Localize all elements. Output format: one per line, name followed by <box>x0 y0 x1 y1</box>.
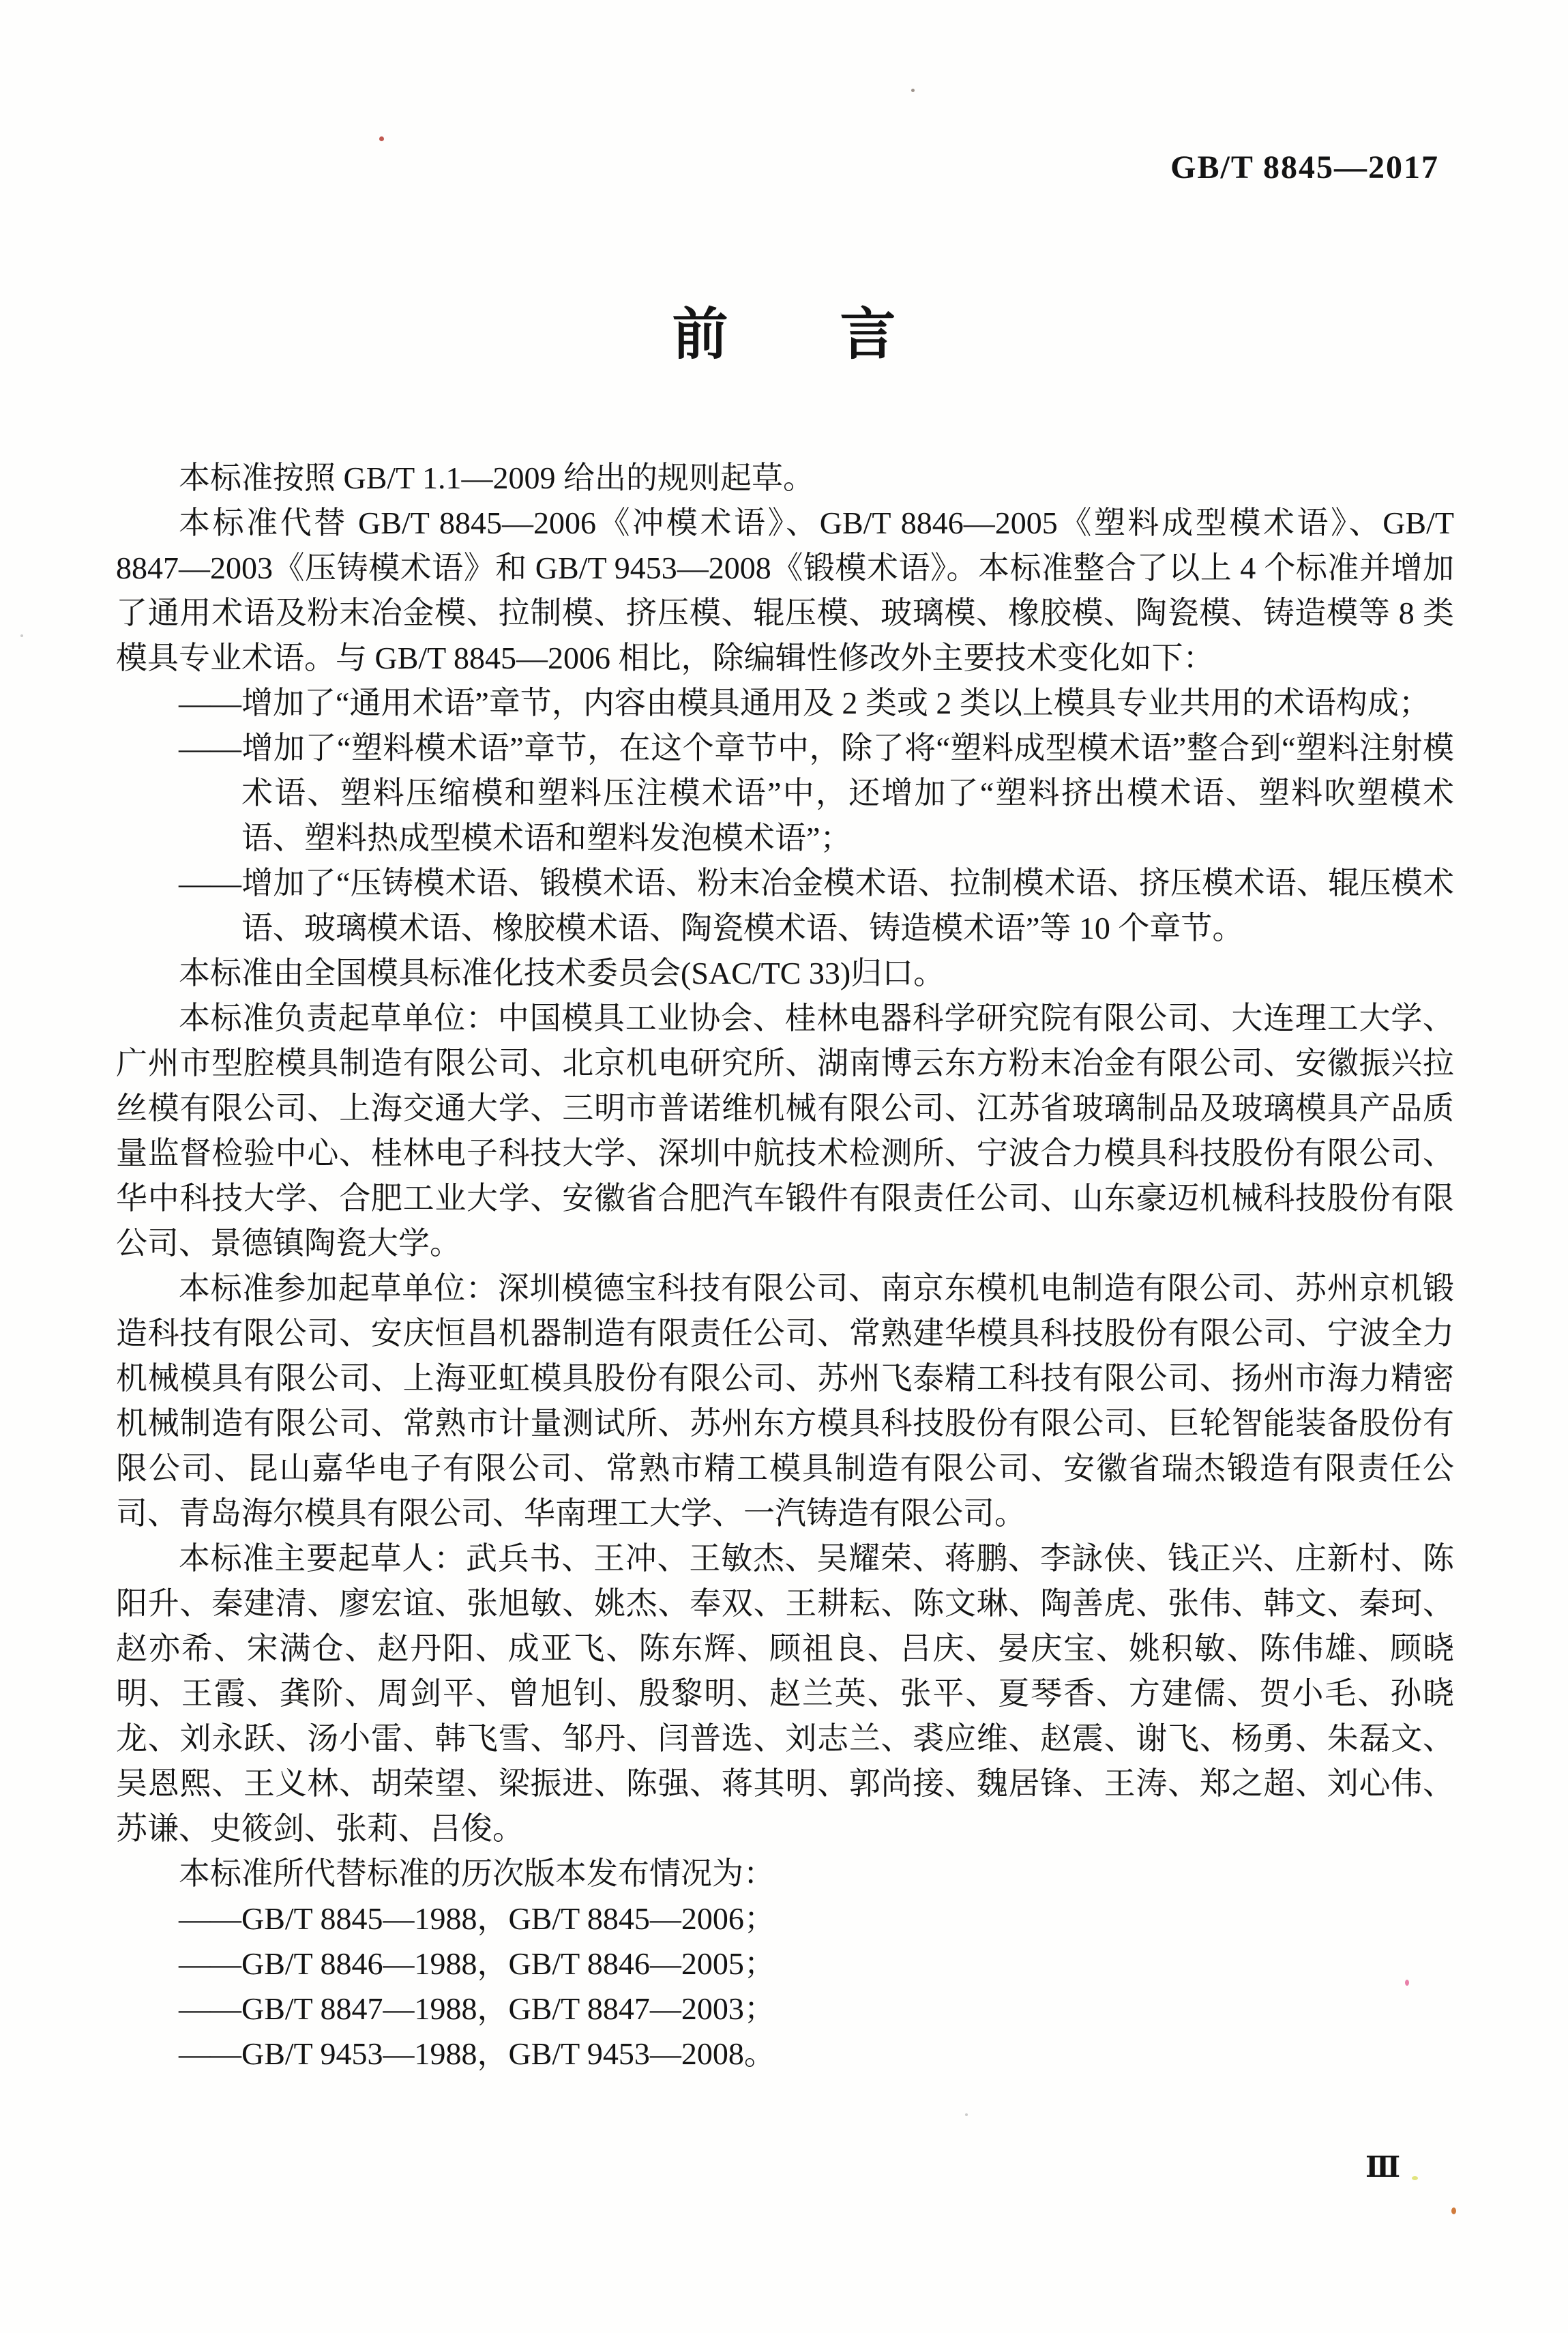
paragraph-participating-units: 本标准参加起草单位：深圳模德宝科技有限公司、南京东模机电制造有限公司、苏州京机锻造科技有限公司、安庆恒昌机器制造有限责任公司、常熟建华模具科技股份有限公司、宁波全力机械模具有限公司、上海亚虹模具股份有限公司、苏州飞泰精工科技有限公司、扬州市海力精密机械制造有限公司、常熟市计量测试所、苏州东方模具科技股份有限公司、巨轮智能装备股份有限公司、昆山嘉华电子有限公司、常熟市精工模具制造有限公司、安徽省瑞杰锻造有限责任公司、青岛海尔模具有限公司、华南理工大学、一汽铸造有限公司。 <box>116 1271 1454 1531</box>
paragraph-centralized-by: 本标准由全国模具标准化技术委员会(SAC/TC 33)归口。 <box>179 956 945 991</box>
history-item: ——GB/T 8846—1988，GB/T 8846—2005； <box>179 1946 775 1981</box>
paragraph-responsible-units: 本标准负责起草单位：中国模具工业协会、桂林电器科学研究院有限公司、大连理工大学、广州市型腔模具制造有限公司、北京机电研究所、湖南博云东方粉末冶金有限公司、安徽振兴拉丝模有限公司、上海交通大学、三明市普诺维机械有限公司、江苏省玻璃制品及玻璃模具产品质量监督检验中心、桂林电子科技大学、深圳中航技术检测所、宁波合力模具科技股份有限公司、华中科技大学、合肥工业大学、安徽省合肥汽车锻件有限责任公司、山东豪迈机械科技股份有限公司、景德镇陶瓷大学。 <box>116 1001 1454 1261</box>
change-item: ——增加了“塑料模术语”章节，在这个章节中，除了将“塑料成型模术语”整合到“塑料注射模术语、塑料压缩模和塑料压注模术语”中，还增加了“塑料挤出模术语、塑料吹塑模术语、塑料热成型模术语和塑料发泡模术语”； <box>179 731 1454 855</box>
scan-speck <box>1451 2207 1456 2214</box>
paragraph-drafting-basis: 本标准按照 GB/T 1.1—2009 给出的规则起草。 <box>179 460 814 495</box>
history-item: ——GB/T 9453—1988，GB/T 9453—2008。 <box>179 2036 775 2071</box>
page-title: 前 言 <box>672 304 896 366</box>
scan-speck <box>1405 1980 1409 1986</box>
scan-speck <box>965 2113 968 2116</box>
paragraph-drafters: 本标准主要起草人：武兵书、王冲、王敏杰、吴耀荣、蒋鹏、李詠侠、钱正兴、庄新村、陈阳升、秦建清、廖宏谊、张旭敏、姚杰、奉双、王耕耘、陈文琳、陶善虎、张伟、韩文、秦珂、赵亦希、宋满仓、赵丹阳、成亚飞、陈东辉、顾祖良、吕庆、晏庆宝、姚积敏、陈伟雄、顾晓明、王霞、龚阶、周剑平、曾旭钊、殷黎明、赵兰英、张平、夏琴香、方建儒、贺小毛、孙晓龙、刘永跃、汤小雷、韩飞雪、邹丹、闫普选、刘志兰、裘应维、赵震、谢飞、杨勇、朱磊文、吴恩熙、王义林、胡荣望、梁振进、陈强、蒋其明、郭尚接、魏居锋、王涛、郑之超、刘心伟、苏谦、史筱剑、张莉、吕俊。 <box>116 1541 1454 1846</box>
paragraph-replacement: 本标准代替 GB/T 8845—2006《冲模术语》、GB/T 8846—2005《塑料成型模术语》、GB/T 8847—2003《压铸模术语》和 GB/T 9453—2008《锻模术语》。本标准整合了以上 4 个标准并增加了通用术语及粉末冶金模、拉制模、挤压模、辊压模、玻璃模、橡胶模、陶瓷模、铸造模等 8 类模具专业术语。与 GB/T 8845—2006 相比，除编辑性修改外主要技术变化如下： <box>116 505 1454 675</box>
scan-speck <box>1412 2176 1418 2180</box>
scan-speck <box>379 136 384 141</box>
history-item: ——GB/T 8847—1988，GB/T 8847—2003； <box>179 1991 775 2026</box>
scan-speck <box>20 634 23 637</box>
change-item: ——增加了“通用术语”章节，内容由模具通用及 2 类或 2 类以上模具专业共用的术语构成； <box>179 686 1430 720</box>
history-item: ——GB/T 8845—1988，GB/T 8845—2006； <box>179 1901 775 1936</box>
page-number: Ⅲ <box>1365 2152 1401 2184</box>
foreword-body <box>116 456 1454 2077</box>
scan-speck <box>911 89 915 92</box>
change-item: ——增加了“压铸模术语、锻模术语、粉末冶金模术语、拉制模术语、挤压模术语、辊压模术语、玻璃模术语、橡胶模术语、陶瓷模术语、铸造模术语”等 10 个章节。 <box>179 866 1454 945</box>
standard-code: GB/T 8845—2017 <box>1170 149 1439 186</box>
paragraph-history-intro: 本标准所代替标准的历次版本发布情况为： <box>179 1856 775 1891</box>
